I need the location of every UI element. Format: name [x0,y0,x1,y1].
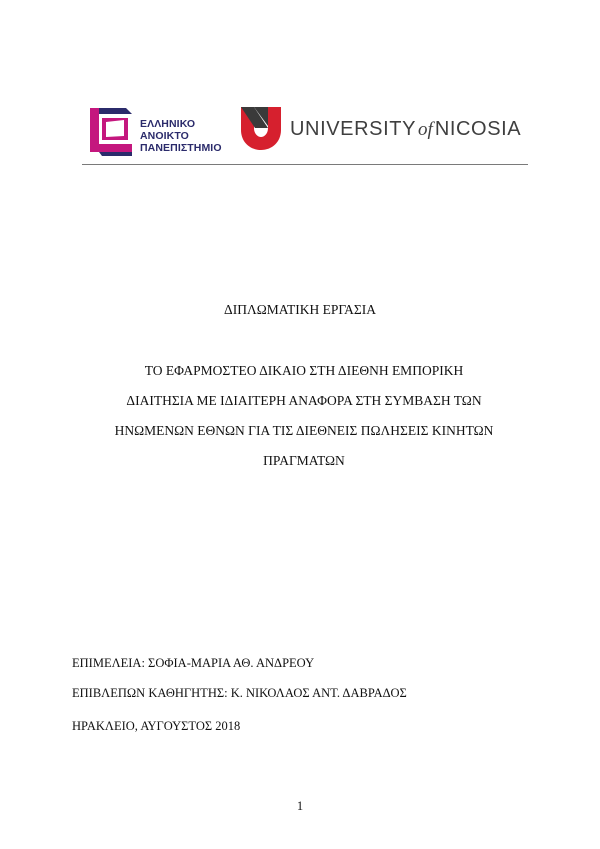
logo-word-nicosia: NICOSIA [434,118,522,140]
hellenic-open-university-logo [88,104,228,156]
open-book-icon [88,104,136,156]
supervisor-line: ΕΠΙΒΛΕΠΩΝ ΚΑΘΗΓΗΤΗΣ: Κ. ΝΙΚΟΛΑΟΣ ΑΝΤ. ΔΑΒΡΑΔΟΣ [72,686,407,700]
page-number: 1 [296,799,304,813]
university-of-nicosia-wordmark [290,118,521,141]
logo-line: ΕΛΛΗΝΙΚΟ [140,118,196,130]
title-line: ΠΡΑΓΜΑΤΩΝ [263,453,345,468]
author-line: ΕΠΙΜΕΛΕΙΑ: ΣΟΦΙΑ-ΜΑΡΙΑ ΑΘ. ΑΝΔΡΕΟΥ [72,656,315,670]
title-line: ΤΟ ΕΦΑΡΜΟΣΤΕΟ ΔΙΚΑΙΟ ΣΤΗ ΔΙΕΘΝΗ ΕΜΠΟΡΙΚΗ [144,363,464,378]
title-line: ΗΝΩΜΕΝΩΝ ΕΘΝΩΝ ΓΙΑ ΤΙΣ ΔΙΕΘΝΕΙΣ ΠΩΛΗΣΕΙΣ ΚΙΝΗΤΩΝ [114,423,494,438]
unic-shield-icon [240,106,282,150]
university-of-nicosia-logo [240,106,530,152]
logo-line: ΠΑΝΕΠΙΣΤΗΜΙΟ [140,142,222,154]
logo-line: ΑΝΟΙΚΤΟ [140,130,189,142]
hellenic-open-university-wordmark [140,118,222,154]
page-header [82,98,528,162]
place-date-line: ΗΡΑΚΛΕΙΟ, ΑΥΓΟΥΣΤΟΣ 2018 [72,719,241,733]
header-divider [82,164,528,165]
title-line: ΔΙΑΙΤΗΣΙΑ ΜΕ ΙΔΙΑΙΤΕΡΗ ΑΝΑΦΟΡΑ ΣΤΗ ΣΥΜΒΑΣΗ ΤΩΝ [126,393,482,408]
logo-word-university: UNIVERSITY [290,118,417,140]
thesis-title [78,356,530,476]
document-type: ΔΙΠΛΩΜΑΤΙΚΗ ΕΡΓΑΣΙΑ [224,302,376,317]
logo-word-of: of [418,119,433,140]
